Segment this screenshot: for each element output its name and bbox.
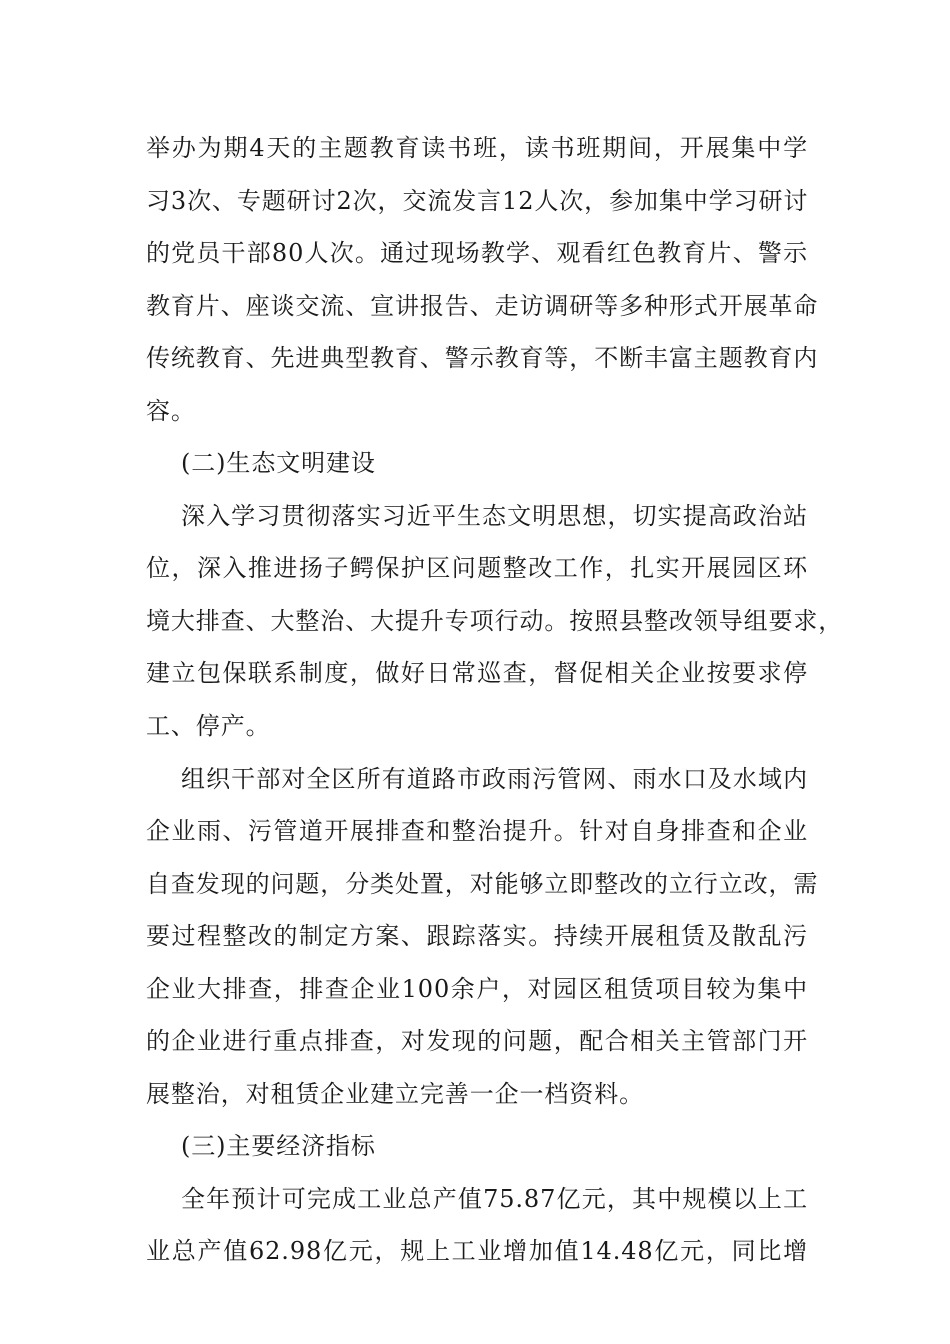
paragraph-line: 境大排查、大整治、大提升专项行动。按照县整改领导组要求， [146, 606, 844, 635]
paragraph-line: 组织干部对全区所有道路市政雨污管网、雨水口及水域内 [181, 764, 808, 793]
section-heading: (二)生态文明建设 [181, 449, 376, 478]
paragraph-line: 自查发现的问题，分类处置，对能够立即整改的立行立改，需 [146, 869, 819, 898]
paragraph-line: 建立包保联系制度，做好日常巡查，督促相关企业按要求停 [146, 659, 808, 688]
section-heading: (三)主要经济指标 [181, 1132, 376, 1161]
paragraph-line: 的党员干部80人次。通过现场教学、观看红色教育片、警示 [146, 239, 808, 268]
paragraph-line: 容。 [146, 396, 196, 425]
paragraph-line: 要过程整改的制定方案、跟踪落实。持续开展租赁及散乱污 [146, 922, 808, 951]
paragraph-line: 习3次、专题研讨2次，交流发言12人次，参加集中学习研讨 [146, 186, 809, 215]
paragraph-line: 业总产值62.98亿元，规上工业增加值14.48亿元，同比增 [146, 1237, 808, 1266]
paragraph-line: 全年预计可完成工业总产值75.87亿元，其中规模以上工 [181, 1184, 808, 1213]
paragraph-line: 举办为期4天的主题教育读书班，读书班期间，开展集中学 [146, 134, 808, 162]
paragraph-line: 展整治，对租赁企业建立完善一企一档资料。 [146, 1079, 644, 1108]
body-text [146, 122, 844, 1278]
paragraph-line: 企业雨、污管道开展排查和整治提升。针对自身排查和企业 [146, 817, 808, 846]
paragraph-line: 的企业进行重点排查，对发现的问题，配合相关主管部门开 [146, 1027, 808, 1056]
paragraph-line: 深入学习贯彻落实习近平生态文明思想，切实提高政治站 [181, 501, 808, 530]
paragraph-line: 工、停产。 [146, 712, 271, 741]
paragraph-line: 传统教育、先进典型教育、警示教育等，不断丰富主题教育内 [146, 344, 819, 373]
paragraph-line: 教育片、座谈交流、宣讲报告、走访调研等多种形式开展革命 [146, 291, 819, 320]
paragraph-line: 企业大排查，排查企业100余户，对园区租赁项目较为集中 [146, 974, 808, 1003]
paragraph-line: 位，深入推进扬子鳄保护区问题整改工作，扎实开展园区环 [146, 554, 808, 583]
